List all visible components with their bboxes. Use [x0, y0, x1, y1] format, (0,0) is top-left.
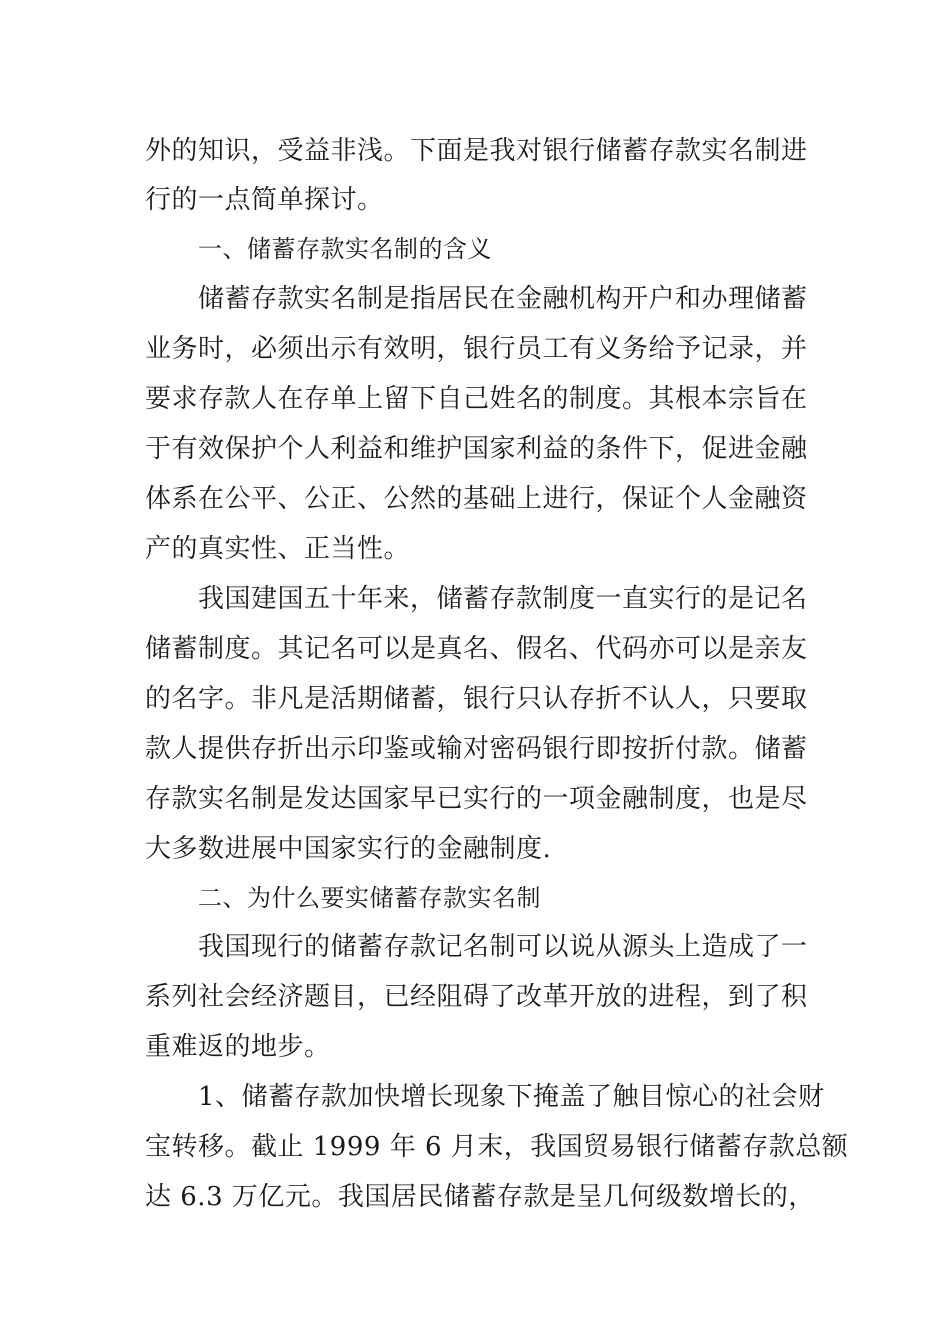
- paragraph-line: 储蓄制度。其记名可以是真名、假名、代码亦可以是亲友: [145, 634, 808, 664]
- section-heading: 一、储蓄存款实名制的含义: [198, 235, 492, 263]
- paragraph-line: 系列社会经济题目，已经阻碍了改革开放的进程，到了积: [145, 982, 808, 1012]
- paragraph-line: 宝转移。截止 1999 年 6 月末，我国贸易银行储蓄存款总额: [145, 1132, 849, 1162]
- paragraph-line: 行的一点简单探讨。: [145, 185, 384, 215]
- paragraph-line: 大多数进展中国家实行的金融制度.: [145, 834, 552, 864]
- paragraph-line: 的名字。非凡是活期储蓄，银行只认存折不认人，只要取: [145, 684, 808, 714]
- paragraph-line: 重难返的地步。: [145, 1032, 331, 1062]
- paragraph-line: 外的知识，受益非浅。下面是我对银行储蓄存款实名制进: [145, 136, 808, 166]
- paragraph-line: 于有效保护个人利益和维护国家利益的条件下，促进金融: [145, 434, 808, 464]
- paragraph-line: 我国建国五十年来，储蓄存款制度一直实行的是记名: [198, 584, 808, 614]
- paragraph-line: 1、储蓄存款加快增长现象下掩盖了触目惊心的社会财: [198, 1082, 825, 1112]
- paragraph-line: 存款实名制是发达国家早已实行的一项金融制度，也是尽: [145, 784, 808, 814]
- paragraph-line: 款人提供存折出示印鉴或输对密码银行即按折付款。储蓄: [145, 734, 808, 764]
- paragraph-line: 要求存款人在存单上留下自己姓名的制度。其根本宗旨在: [145, 384, 808, 414]
- paragraph-line: 达 6.3 万亿元。我国居民储蓄存款是呈几何级数增长的，: [145, 1182, 815, 1212]
- paragraph-line: 产的真实性、正当性。: [145, 534, 411, 564]
- section-heading: 二、为什么要实储蓄存款实名制: [198, 884, 541, 912]
- paragraph-line: 业务时，必须出示有效明，银行员工有义务给予记录，并: [145, 334, 808, 364]
- paragraph-line: 储蓄存款实名制是指居民在金融机构开户和办理储蓄: [198, 284, 808, 314]
- paragraph-line: 体系在公平、公正、公然的基础上进行，保证个人金融资: [145, 484, 808, 514]
- paragraph-line: 我国现行的储蓄存款记名制可以说从源头上造成了一: [198, 932, 808, 962]
